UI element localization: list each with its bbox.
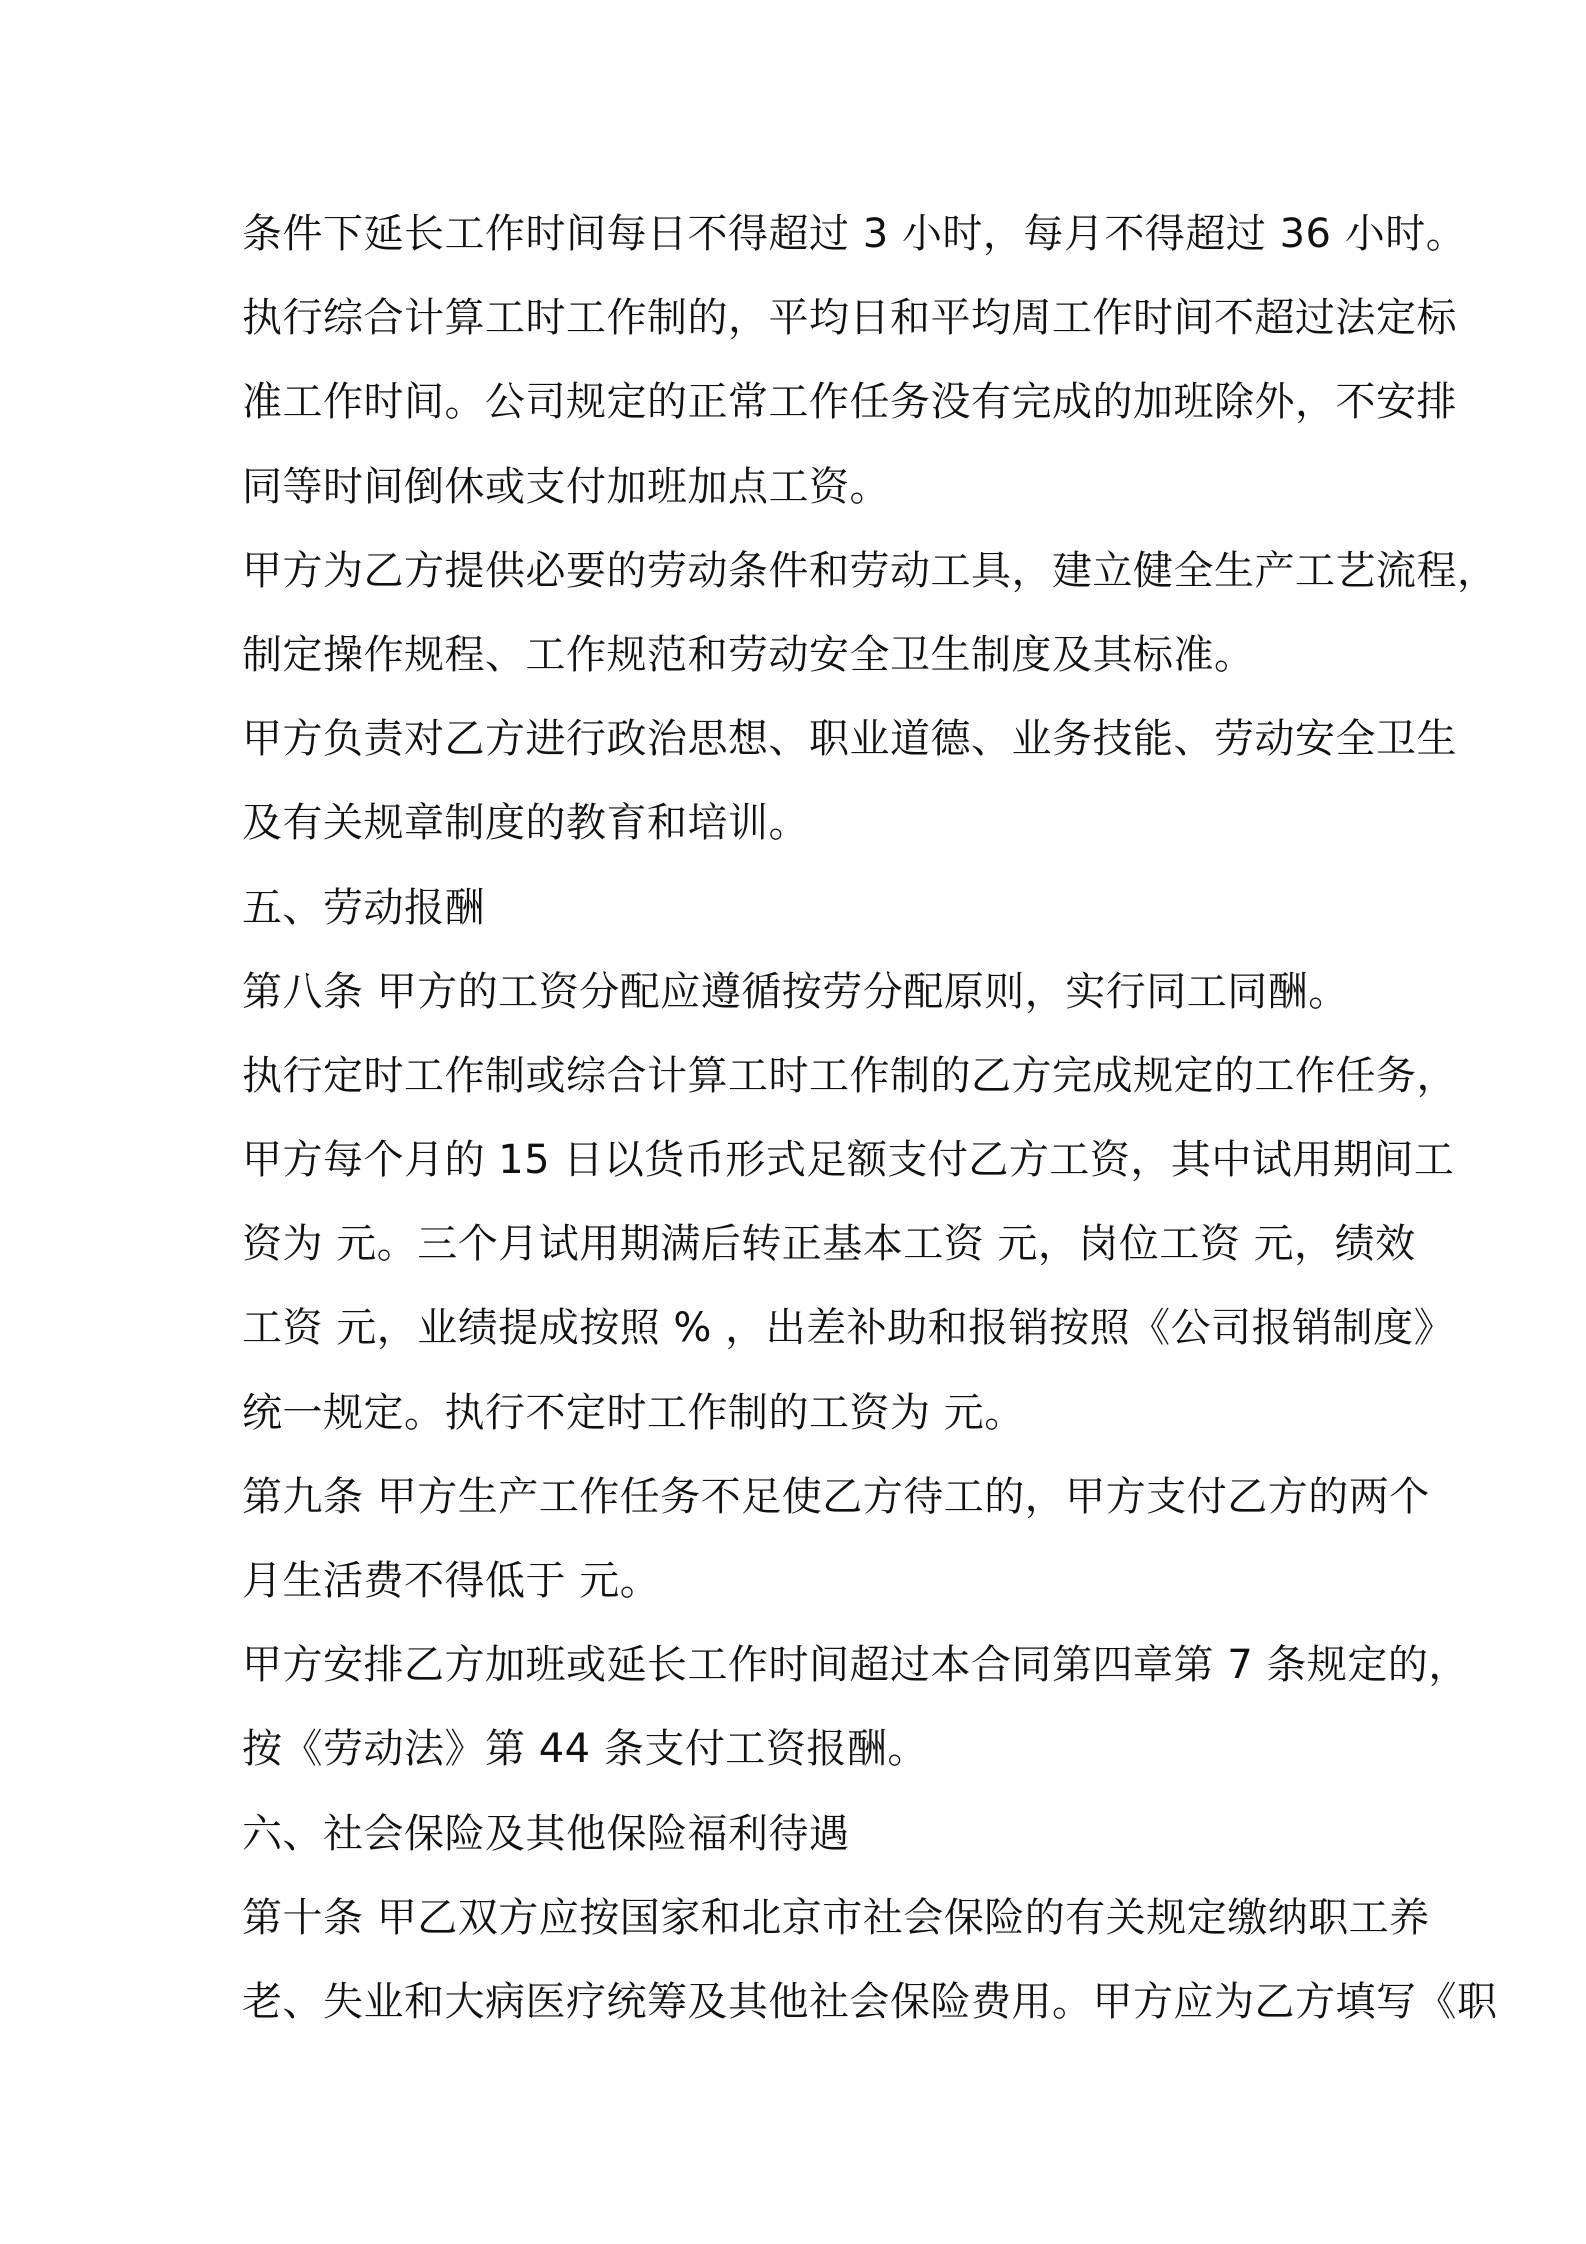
article-10: 第十条 甲乙双方应按国家和北京市社会保险的有关规定缴纳职工养 — [242, 1894, 1430, 1941]
text-line-payday: 甲方每个月的 15 日以货币形式足额支付乙方工资，其中试用期间工 — [242, 1137, 1455, 1184]
section-heading-insurance: 六、社会保险及其他保险福利待遇 — [242, 1810, 850, 1857]
text-line-comprehensive-hours: 执行综合计算工时工作制的，平均日和平均周工作时间不超过法定标 — [242, 295, 1457, 342]
text-line-overtime-limit: 条件下延长工作时间每日不得超过 3 小时，每月不得超过 36 小时。 — [242, 211, 1467, 257]
text-line-living-expenses: 月生活费不得低于 元。 — [242, 1558, 661, 1604]
article-9: 第九条 甲方生产工作任务不足使乙方待工的，甲方支付乙方的两个 — [242, 1473, 1430, 1520]
text-line-extended-hours: 甲方安排乙方加班或延长工作时间超过本合同第四章第 7 条规定的， — [242, 1642, 1469, 1689]
text-line-labor-conditions: 甲方为乙方提供必要的劳动条件和劳动工具，建立健全生产工艺流程， — [242, 547, 1498, 594]
section-heading-remuneration: 五、劳动报酬 — [242, 884, 485, 931]
text-line-operating-rules: 制定操作规程、工作规范和劳动安全卫生制度及其标准。 — [242, 631, 1255, 678]
text-line-work-tasks: 执行定时工作制或综合计算工时工作制的乙方完成规定的工作任务， — [242, 1052, 1457, 1099]
text-line-labor-law: 按《劳动法》第 44 条支付工资报酬。 — [242, 1726, 928, 1773]
text-line-performance-pay: 工资 元，业绩提成按照 % ，出差补助和报销按照《公司报销制度》 — [242, 1305, 1455, 1352]
text-line-flexible-hours-pay: 统一规定。执行不定时工作制的工资为 元。 — [242, 1389, 1025, 1436]
contract-text-body — [242, 192, 1498, 2044]
article-8: 第八条 甲方的工资分配应遵循按劳分配原则，实行同工同酬。 — [242, 968, 1349, 1015]
text-line-training-cont: 及有关规章制度的教育和培训。 — [242, 800, 809, 847]
text-line-salary-probation: 资为 元。三个月试用期满后转正基本工资 元，岗位工资 元，绩效 — [242, 1221, 1416, 1268]
text-line-standard-hours: 准工作时间。公司规定的正常工作任务没有完成的加班除外，不安排 — [242, 379, 1457, 426]
text-line-social-insurance: 老、失业和大病医疗统筹及其他社会保险费用。甲方应为乙方填写《职 — [242, 1978, 1498, 2025]
text-line-overtime-pay: 同等时间倒休或支付加班加点工资。 — [242, 463, 890, 510]
text-line-training: 甲方负责对乙方进行政治思想、职业道德、业务技能、劳动安全卫生 — [242, 716, 1457, 763]
